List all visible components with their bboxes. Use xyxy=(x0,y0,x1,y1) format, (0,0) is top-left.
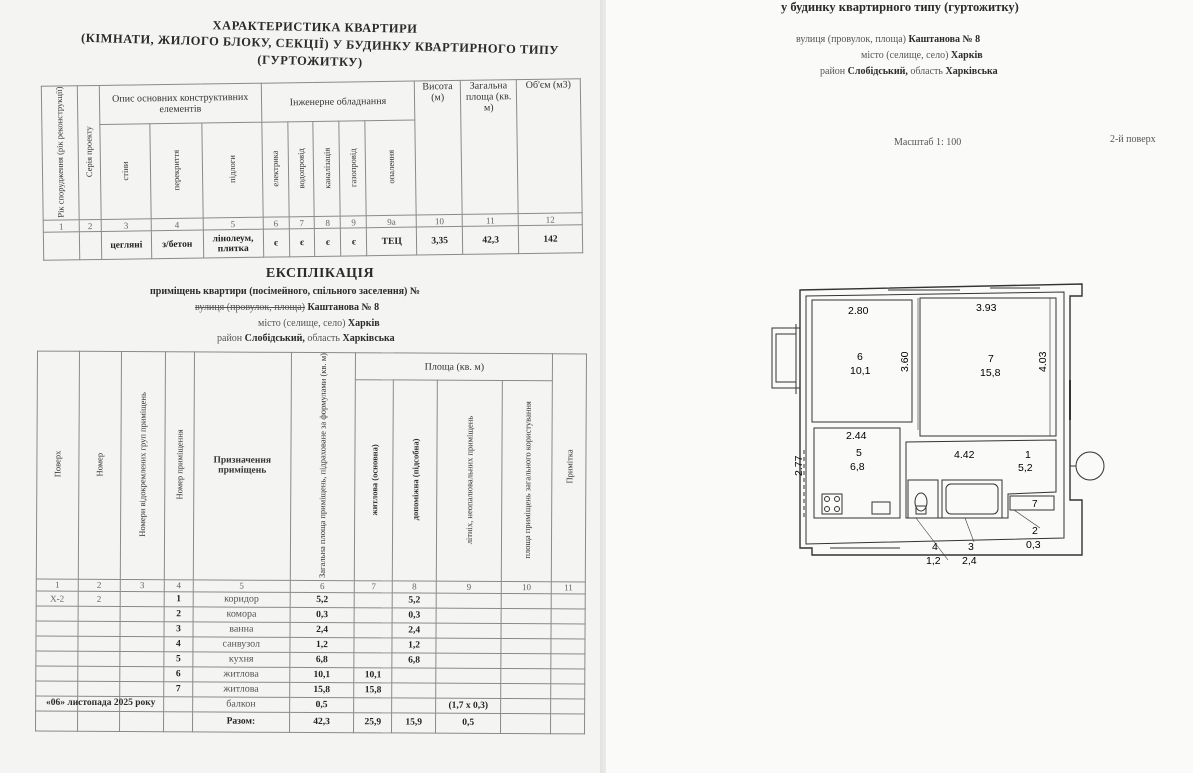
dim-442: 4.42 xyxy=(954,449,975,461)
cell-total: 10,1 xyxy=(289,667,354,682)
cell-floor xyxy=(36,651,78,666)
right-city-label: місто (селище, село) xyxy=(861,50,949,61)
street-label: вулиця (провулок, площа) xyxy=(195,302,306,313)
eng-electric: електрика xyxy=(269,150,281,188)
cell-floor xyxy=(36,666,78,681)
cell-floor xyxy=(36,681,78,696)
cell-group xyxy=(120,666,164,681)
sum-aux: 15,9 xyxy=(392,713,436,733)
dim-403: 4.03 xyxy=(1037,351,1049,372)
cell-loggia xyxy=(436,683,501,698)
cell-number xyxy=(78,666,120,681)
room-3-area: 2,4 xyxy=(962,555,977,567)
explication-title: ЕКСПЛІКАЦІЯ xyxy=(265,266,375,281)
floor-plan xyxy=(606,0,1193,773)
room-7-no: 7 xyxy=(988,353,994,365)
explication-street xyxy=(195,302,379,313)
cell-group xyxy=(120,621,164,636)
cell-common xyxy=(501,668,551,683)
cell-room-no: 1 xyxy=(164,592,193,607)
room-4-no: 4 xyxy=(932,541,938,553)
h-common: площа приміщень загального користування xyxy=(521,401,533,560)
h-group: Номери відокремлених груп приміщень xyxy=(137,392,149,537)
cell-note xyxy=(551,609,585,624)
right-region-value: Харківська xyxy=(945,66,998,77)
room-5-no: 5 xyxy=(856,447,862,459)
characteristics-table xyxy=(41,78,583,261)
cell-common xyxy=(501,623,551,638)
col-height: Висота (м) xyxy=(414,80,462,215)
district-value: Слобідський, xyxy=(244,333,305,344)
cell-group xyxy=(120,651,164,666)
cell-room-no: 2 xyxy=(164,607,193,622)
cell-group xyxy=(120,636,164,651)
cell-purpose: ванна xyxy=(193,622,289,638)
plan-scale: Масштаб 1: 100 xyxy=(894,137,962,148)
room-3-no: 3 xyxy=(968,541,974,553)
cell-aux: 5,2 xyxy=(392,593,436,608)
h-total: Загальна площа приміщень, підраховане за формулами (кв. м) xyxy=(317,353,329,579)
cell-room-no: 7 xyxy=(164,682,193,697)
cell-total: 15,8 xyxy=(289,682,354,697)
cell-purpose: житлова xyxy=(193,682,289,698)
cell-floor: Х-2 xyxy=(36,591,78,606)
cell-note xyxy=(551,669,585,684)
col-series: Серія проекту xyxy=(83,126,95,178)
cell-common xyxy=(501,638,551,653)
cell-group xyxy=(120,591,164,606)
cell-aux: 1,2 xyxy=(392,638,436,653)
cell-number xyxy=(78,636,120,651)
explication-city xyxy=(258,318,380,329)
right-page xyxy=(606,0,1193,773)
char-title-1: ХАРАКТЕРИСТИКА КВАРТИРИ xyxy=(212,18,418,36)
room-3 xyxy=(942,480,1002,518)
eng-sewer: каналізація xyxy=(321,147,333,189)
room-1-area: 5,2 xyxy=(1018,462,1033,474)
cell-living xyxy=(354,623,392,638)
h-floor: Поверх xyxy=(52,450,63,478)
cell-loggia xyxy=(436,623,501,638)
cell-group xyxy=(120,606,164,621)
cell-loggia xyxy=(436,608,501,623)
cell-common xyxy=(501,608,551,623)
cell-number: 2 xyxy=(78,591,120,606)
el-walls: стіни xyxy=(120,161,131,181)
eng-water: водопровід xyxy=(295,148,307,189)
h-living: житлова (основна) xyxy=(368,443,380,516)
cell-number xyxy=(78,681,120,696)
cell-purpose: житлова xyxy=(193,667,289,683)
entrance-circle xyxy=(1076,452,1104,480)
cell-aux: 2,4 xyxy=(392,623,436,638)
room-7-small: 7 xyxy=(1032,499,1038,510)
cell-number xyxy=(78,621,120,636)
explication-table xyxy=(35,351,587,735)
cell-living xyxy=(354,638,392,653)
cell-purpose: комора xyxy=(193,607,289,623)
dim-277: 2.77 xyxy=(793,455,805,476)
sum-row xyxy=(36,711,585,734)
right-region-label: область xyxy=(910,66,943,77)
h-area-group: Площа (кв. м) xyxy=(356,353,553,381)
room-4 xyxy=(908,480,938,518)
cell-purpose: санвузол xyxy=(193,637,289,653)
city-label: місто (селище, село) xyxy=(258,318,346,329)
sum-loggia: 0,5 xyxy=(436,713,501,733)
dim-280: 2.80 xyxy=(848,305,869,317)
cell-common xyxy=(501,683,551,698)
room-6-no: 6 xyxy=(857,351,863,363)
explication-district xyxy=(217,333,395,344)
col-area: Загальна площа (кв. м) xyxy=(460,80,518,215)
char-title-3: (ГУРТОЖИТКУ) xyxy=(257,52,363,70)
dim-360: 3.60 xyxy=(899,351,911,372)
cell-purpose: кухня xyxy=(193,652,289,668)
cell-floor xyxy=(36,606,78,621)
cell-living: 10,1 xyxy=(354,668,392,683)
cell-number xyxy=(78,606,120,621)
cell-total: 5,2 xyxy=(290,592,355,607)
city-value: Харків xyxy=(347,318,380,329)
right-district-label: район xyxy=(820,66,846,77)
cell-loggia xyxy=(436,638,501,653)
cell-living xyxy=(355,608,393,623)
explication-subtitle: приміщень квартири (посімейного, спільного заселення) № xyxy=(150,286,420,297)
cell-note xyxy=(551,624,585,639)
room-1-no: 1 xyxy=(1025,449,1031,461)
cell-room-no: 4 xyxy=(164,637,193,652)
cell-aux: 6,8 xyxy=(392,653,436,668)
region-value: Харківська xyxy=(342,333,395,344)
cell-purpose: балкон xyxy=(193,697,289,713)
cell-aux xyxy=(392,683,436,698)
cell-aux xyxy=(392,668,436,683)
cell-loggia: (1,7 х 0,3) xyxy=(436,698,501,713)
cell-aux: 0,3 xyxy=(392,608,436,623)
region-label: область xyxy=(307,333,340,344)
cell-room-no: 3 xyxy=(164,622,193,637)
cell-total: 0,5 xyxy=(289,697,354,712)
cell-common xyxy=(501,698,551,713)
char-num-row: 1 2 3 4 5 6 7 8 9 9а 10 11 12 xyxy=(43,213,582,233)
cell-common xyxy=(501,653,551,668)
dim-244: 2.44 xyxy=(846,430,867,442)
room-2-no: 2 xyxy=(1032,525,1038,537)
group-engineering: Інженерне обладнання xyxy=(261,81,415,123)
cell-note xyxy=(551,639,585,654)
h-purpose: Призначення приміщень xyxy=(193,352,291,580)
group-elements: Опис основних конструктивних елементів xyxy=(99,83,261,125)
district-label: район xyxy=(217,333,243,344)
room-7-area: 15,8 xyxy=(980,367,1001,379)
cell-floor xyxy=(36,636,78,651)
right-district-value: Слобідський, xyxy=(847,66,908,77)
plan-floor: 2-й поверх xyxy=(1110,134,1156,145)
eng-gas: газопровід xyxy=(347,148,359,188)
h-aux: допоміжна (підсобна) xyxy=(409,438,421,521)
sum-living: 25,9 xyxy=(354,713,392,733)
room-6-area: 10,1 xyxy=(850,365,871,377)
h-room-no: Номер приміщення xyxy=(174,429,185,500)
cell-room-no xyxy=(163,697,192,712)
cell-loggia xyxy=(436,653,501,668)
expl-num-row: 1 2 3 4 5 6 7 8 9 10 11 xyxy=(36,579,585,594)
room-5-area: 6,8 xyxy=(850,461,865,473)
cell-living: 15,8 xyxy=(354,683,392,698)
document-date: «06» листопада 2025 року xyxy=(46,698,156,708)
right-street-label: вулиця (провулок, площа) xyxy=(796,34,907,45)
col-year: Рік спорудження (рік реконструкції) xyxy=(54,86,67,218)
sum-total: 42,3 xyxy=(289,712,354,732)
cell-note xyxy=(551,684,585,699)
room-4-area: 1,2 xyxy=(926,555,941,567)
cell-living xyxy=(355,593,393,608)
h-note: Примітка xyxy=(564,449,575,484)
cell-room-no: 6 xyxy=(164,667,193,682)
cell-total: 0,3 xyxy=(290,607,355,622)
cell-note xyxy=(552,594,586,609)
cell-floor xyxy=(36,621,78,636)
el-floor: підлоги xyxy=(226,155,238,184)
cell-note xyxy=(551,699,585,714)
cell-living xyxy=(354,653,392,668)
right-street-value: Каштанова № 8 xyxy=(908,34,981,45)
right-city-value: Харків xyxy=(950,50,983,61)
el-floors: перекриття xyxy=(170,149,182,191)
cell-common xyxy=(501,593,551,608)
char-value-row: цегляні з/бетон лінолеум, плитка є є є є ТЕЦ 3,35 42,3 142 xyxy=(43,225,582,261)
cell-aux xyxy=(392,698,436,713)
cell-total: 6,8 xyxy=(289,652,354,667)
char-title-2: (КІМНАТИ, ЖИЛОГО БЛОКУ, СЕКЦІЇ) У БУДИНКУ КВАРТИРНОГО ТИПУ xyxy=(80,30,560,58)
dim-393: 3.93 xyxy=(976,302,997,314)
sum-label: Разом: xyxy=(193,712,289,733)
cell-loggia xyxy=(436,668,501,683)
cell-total: 2,4 xyxy=(290,622,355,637)
cell-total: 1,2 xyxy=(289,637,354,652)
cell-note xyxy=(551,654,585,669)
col-volume: Об'єм (м3) xyxy=(516,79,582,214)
cell-number xyxy=(78,651,120,666)
h-number: Номер xyxy=(94,452,105,477)
cell-purpose: коридор xyxy=(193,592,289,608)
room-2-area: 0,3 xyxy=(1026,539,1041,551)
h-loggia: літніх, неопалювальних приміщень xyxy=(464,415,475,545)
right-top-line: у будинку квартирного типу (гуртожитку) xyxy=(781,0,1019,14)
eng-heating: опалення xyxy=(385,150,396,185)
cell-loggia xyxy=(436,593,501,608)
street-value: Каштанова № 8 xyxy=(307,302,380,313)
cell-group xyxy=(120,681,164,696)
cell-room-no: 5 xyxy=(164,652,193,667)
cell-living xyxy=(354,698,392,713)
